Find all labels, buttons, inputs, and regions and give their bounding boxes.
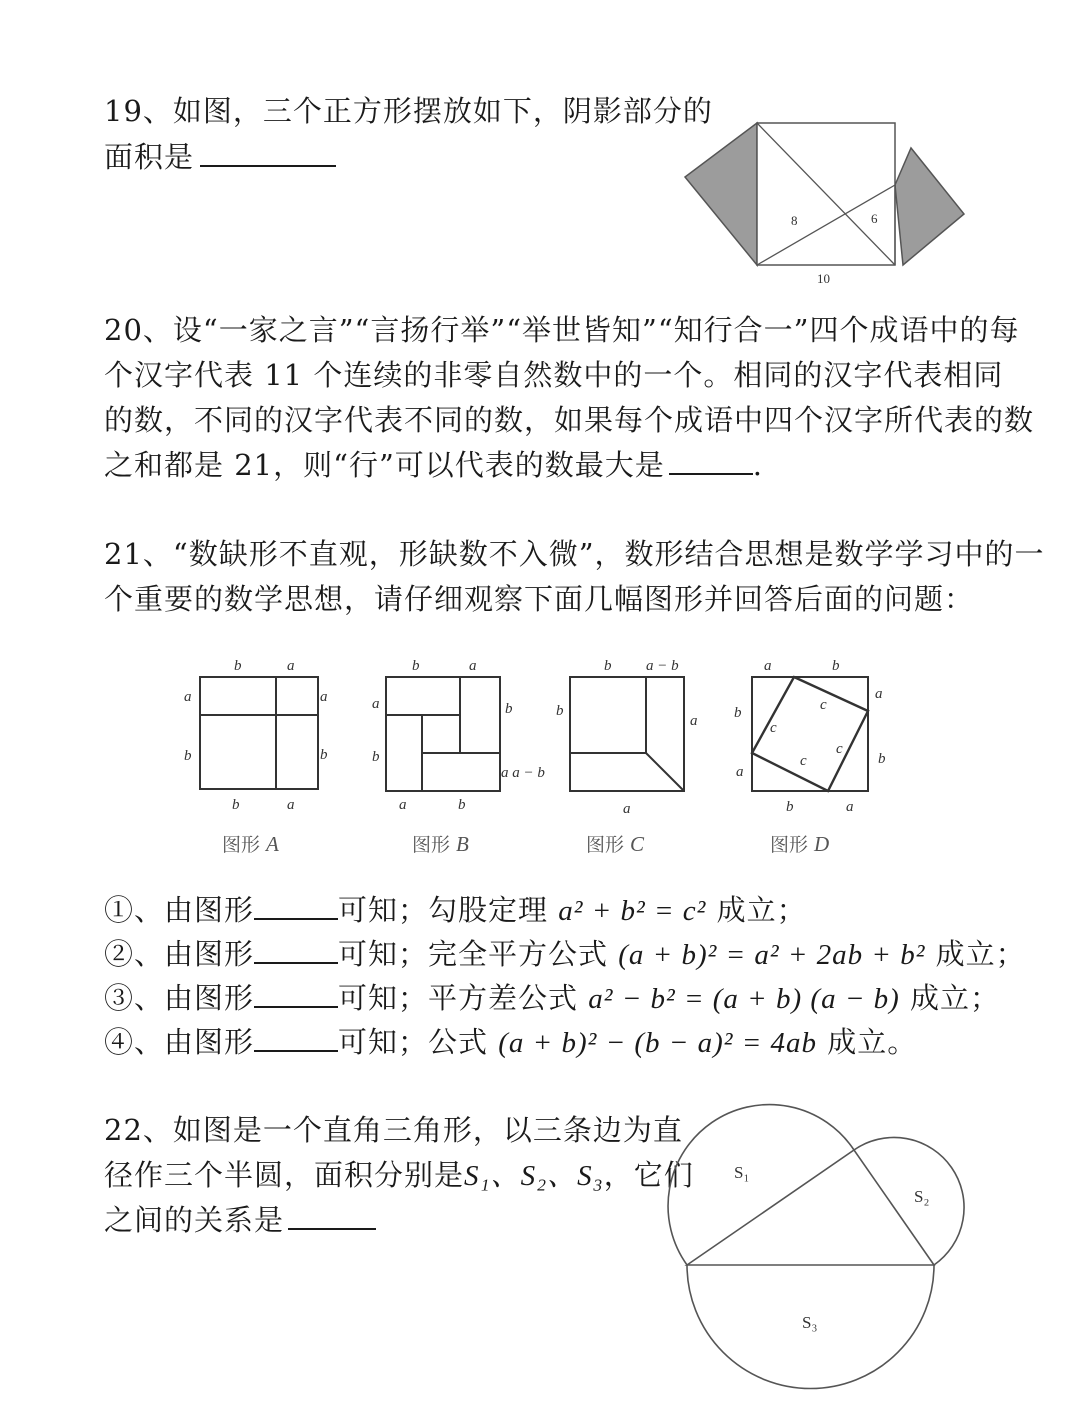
figure-b (366, 655, 556, 815)
item-2-formula: (a + b)² = a² + 2ab + b² (618, 939, 926, 971)
q22-line1: 22、如图是一个直角三角形，以三条边为直 (104, 1113, 683, 1147)
fig-d-caption-letter: D (814, 832, 830, 856)
item-3-blank[interactable] (254, 980, 338, 1008)
fig-a-caption-letter: A (266, 832, 279, 856)
fig-d-c-right: c (836, 741, 843, 757)
q20-line2: 个汉字代表 11 个连续的非零自然数中的一个。相同的汉字代表相同 (104, 358, 1004, 392)
q22-line2-b: ，它们 (603, 1158, 694, 1192)
q19-right-square (895, 148, 964, 265)
fig-c-caption-text: 图形 (586, 834, 625, 856)
q19-line1: 19、如图，三个正方形摆放如下，阴影部分的 (104, 94, 713, 128)
right-triangle (687, 1150, 934, 1265)
q20-line4-end: . (752, 448, 763, 482)
fig-b-caption-text: 图形 (412, 834, 451, 856)
fig-a-bottom-a: a (287, 797, 295, 813)
item-2-blank[interactable] (254, 936, 338, 964)
fig-a-right-a: a (320, 689, 328, 705)
q20-line1: 20、设“一家之言”“言扬行举”“举世皆知”“知行合一”四个成语中的每 (104, 313, 1020, 347)
fig-b-left-a: a (372, 696, 380, 712)
fig-d-caption (770, 830, 829, 857)
fig-c-bottom-a: a (623, 801, 631, 817)
q21-item-4 (104, 1024, 917, 1061)
item-4-blank[interactable] (254, 1024, 338, 1052)
q19-line2-text: 面积是 (104, 140, 195, 174)
q21-line2: 个重要的数学思想，请仔细观察下面几幅图形并回答后面的问题： (104, 582, 975, 616)
q21-item-1 (104, 892, 807, 929)
label-s2: S₂ (914, 1187, 930, 1206)
q22-line3-text: 之间的关系是 (104, 1203, 285, 1237)
q21-item-2 (104, 936, 1026, 973)
label-s1: S₁ (734, 1163, 750, 1182)
item-4-prefix: ④、由图形 (104, 1025, 255, 1059)
q22-figure (666, 1100, 976, 1400)
fig-c-top-b: b (604, 658, 612, 674)
q20-answer-blank[interactable] (669, 447, 753, 475)
fig-a-left-b: b (184, 748, 192, 764)
fig-a-top-b: b (234, 658, 242, 674)
item-2-prefix: ②、由图形 (104, 937, 255, 971)
fig-a-bottom-b: b (232, 797, 240, 813)
q19-line2 (104, 139, 336, 175)
fig-d-right-b: b (878, 751, 886, 767)
fig-d-left-b: b (734, 705, 742, 721)
item-2-mid: 可知；完全平方公式 (338, 937, 609, 971)
fig-b-caption (412, 830, 469, 857)
q22-line2 (104, 1157, 694, 1194)
q19-figure (685, 115, 985, 305)
label-s3: S₃ (802, 1313, 818, 1332)
fig-d-left-a: a (736, 764, 744, 780)
fig-d-bottom-b: b (786, 799, 794, 815)
fig-c-right-a: a (690, 713, 698, 729)
q19-label-8: 8 (791, 213, 798, 228)
fig-b-caption-letter: B (456, 832, 469, 856)
fig-b-left-b: b (372, 749, 380, 765)
figure-a (180, 655, 330, 815)
fig-c-left-b: b (556, 703, 564, 719)
q22-line3 (104, 1202, 376, 1238)
q22-line2-vars: S₁、S₂、S₃ (464, 1160, 604, 1192)
fig-b-bottom-a: a (399, 797, 407, 813)
semicircle-s1 (668, 1105, 854, 1265)
item-1-formula: a² + b² = c² (558, 895, 707, 927)
item-4-formula: (a + b)² − (b − a)² = 4ab (498, 1027, 818, 1059)
q19-label-6: 6 (871, 211, 878, 226)
q21-line1: 21、“数缺形不直观，形缺数不入微”，数形结合思想是数学学习中的一 (104, 537, 1045, 571)
fig-d-bottom-a: a (846, 799, 854, 815)
q20-line4 (104, 447, 763, 483)
item-3-mid: 可知；平方差公式 (338, 981, 579, 1015)
item-2-suffix: 成立； (935, 937, 1026, 971)
semicircle-s2 (854, 1137, 964, 1265)
q21-item-3 (104, 980, 1000, 1017)
q19-label-10: 10 (817, 271, 830, 286)
fig-a-right-b: b (320, 747, 328, 763)
q22-line2-a: 径作三个半圆，面积分别是 (104, 1158, 465, 1192)
fig-a-caption-text: 图形 (222, 834, 261, 856)
q19-left-square (685, 123, 757, 265)
item-3-formula: a² − b² = (a + b) (a − b) (588, 983, 900, 1015)
fig-c-top-amb: a − b (646, 658, 679, 674)
fig-d-top-a: a (764, 658, 772, 674)
fig-c-caption-letter: C (630, 832, 645, 856)
item-1-prefix: ①、由图形 (104, 893, 255, 927)
q22-answer-blank[interactable] (288, 1202, 376, 1230)
fig-d-c-top: c (820, 697, 827, 713)
fig-d-top-b: b (832, 658, 840, 674)
item-3-prefix: ③、由图形 (104, 981, 255, 1015)
item-4-suffix: 成立。 (827, 1025, 918, 1059)
item-4-mid: 可知；公式 (338, 1025, 489, 1059)
figure-c (550, 655, 710, 815)
q20-line4-text: 之和都是 21，则“行”可以代表的数最大是 (104, 448, 665, 482)
figure-d (732, 655, 892, 815)
fig-d-caption-text: 图形 (770, 834, 809, 856)
item-3-suffix: 成立； (910, 981, 1001, 1015)
item-1-mid: 可知；勾股定理 (338, 893, 549, 927)
item-1-blank[interactable] (254, 892, 338, 920)
q20-line3: 的数，不同的汉字代表不同的数，如果每个成语中四个汉字所代表的数 (104, 403, 1035, 437)
fig-b-right-a-amb: a a − b (501, 765, 545, 781)
fig-d-c-bottom: c (800, 753, 807, 769)
fig-d-right-a: a (875, 686, 883, 702)
q19-answer-blank[interactable] (200, 139, 336, 167)
fig-b-top-b: b (412, 658, 420, 674)
fig-a-left-a: a (184, 689, 192, 705)
fig-c-caption (586, 830, 644, 857)
fig-d-c-left: c (770, 720, 777, 736)
fig-a-caption (222, 830, 279, 857)
fig-a-top-a: a (287, 658, 295, 674)
fig-b-right-b: b (505, 701, 513, 717)
item-1-suffix: 成立； (716, 893, 807, 927)
fig-b-top-a: a (469, 658, 477, 674)
fig-b-bottom-b: b (458, 797, 466, 813)
